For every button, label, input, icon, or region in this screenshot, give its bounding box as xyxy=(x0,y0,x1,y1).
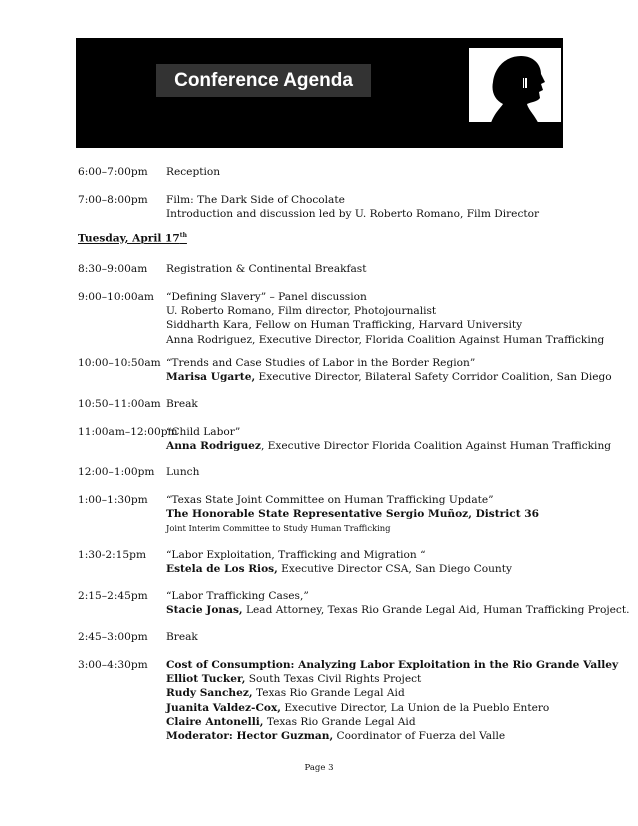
speaker-name: Moderator: Hector Guzman, xyxy=(166,730,334,743)
line-text: Introduction and discussion led by U. Roberto Romano, Film Director xyxy=(166,208,540,221)
agenda-time: 1:00–1:30pm xyxy=(78,494,148,506)
line-text: Film: The Dark Side of Chocolate xyxy=(166,194,345,206)
agenda-description xyxy=(166,165,220,179)
line-text: Siddharth Kara, Fellow on Human Trafficking, Harvard University xyxy=(166,319,523,332)
line-text: Texas Rio Grande Legal Aid xyxy=(252,687,405,700)
agenda-line xyxy=(166,729,618,743)
line-text: Executive Director CSA, San Diego County xyxy=(277,563,512,576)
agenda-time: 11:00am–12:00pm xyxy=(78,426,178,438)
line-text: “Trends and Case Studies of Labor in the Border Region” xyxy=(166,357,476,369)
agenda-description xyxy=(166,290,604,347)
line-text: “Child Labor” xyxy=(166,426,241,438)
agenda-line xyxy=(166,290,604,304)
agenda-description xyxy=(166,658,618,743)
agenda-line xyxy=(166,304,604,318)
agenda-description xyxy=(166,356,612,384)
agenda-line xyxy=(166,548,512,562)
line-text: Lunch xyxy=(166,466,200,478)
agenda-time: 6:00–7:00pm xyxy=(78,166,148,178)
agenda-line xyxy=(166,333,604,347)
line-text: Texas Rio Grande Legal Aid xyxy=(263,715,416,728)
agenda-line xyxy=(166,425,611,439)
line-text: Break xyxy=(166,398,198,410)
line-text: Reception xyxy=(166,166,221,178)
speaker-name: Claire Antonelli, xyxy=(166,715,264,728)
line-text: Executive Director, Bilateral Safety Corridor Coalition, San Diego xyxy=(255,371,612,384)
agenda-description xyxy=(166,630,198,644)
agenda-description xyxy=(166,589,629,617)
line-text: Coordinator of Fuerza del Valle xyxy=(333,730,506,743)
agenda-time: 9:00–10:00am xyxy=(78,291,154,303)
agenda-line xyxy=(166,439,611,453)
page-number: Page 3 xyxy=(304,763,334,773)
line-text: U. Roberto Romano, Film director, Photojournalist xyxy=(166,305,437,318)
speaker-name: Anna Rodriguez xyxy=(166,440,261,453)
speaker-name: Juanita Valdez-Cox, xyxy=(166,701,281,714)
agenda-time: 3:00–4:30pm xyxy=(78,659,148,671)
line-text: “Texas State Joint Committee on Human Trafficking Update” xyxy=(166,494,494,506)
agenda-line xyxy=(166,370,612,384)
agenda-line xyxy=(166,715,618,729)
agenda-line xyxy=(166,686,618,700)
agenda-line xyxy=(166,207,539,221)
agenda-line xyxy=(166,507,539,521)
agenda-description xyxy=(166,425,611,453)
agenda-line xyxy=(166,521,539,535)
speaker-name: Marisa Ugarte, xyxy=(166,371,256,384)
line-text: Registration & Continental Breakfast xyxy=(166,263,367,275)
agenda-line xyxy=(166,603,629,617)
agenda-time: 7:00–8:00pm xyxy=(78,194,148,206)
line-text: , Executive Director Florida Coalition Against Human Trafficking xyxy=(260,440,612,453)
agenda-line xyxy=(166,562,512,576)
agenda-line xyxy=(166,318,604,332)
page-title: Conference Agenda xyxy=(156,64,371,97)
agenda-description xyxy=(166,465,199,479)
agenda-time: 12:00–1:00pm xyxy=(78,466,155,478)
agenda-line xyxy=(166,397,198,411)
agenda-line xyxy=(166,493,539,507)
agenda-time: 8:30–9:00am xyxy=(78,263,148,275)
agenda-time: 10:00–10:50am xyxy=(78,357,161,369)
agenda-line xyxy=(166,672,618,686)
agenda-description xyxy=(166,262,366,276)
line-note: Joint Interim Committee to Study Human Trafficking xyxy=(166,523,391,534)
agenda-description xyxy=(166,397,198,411)
day-heading: Tuesday, April 17th xyxy=(78,232,187,245)
agenda-line xyxy=(166,630,198,644)
speaker-name: Cost of Consumption: Analyzing Labor Exploitation in the Rio Grande Valley xyxy=(166,659,619,671)
agenda-line xyxy=(166,589,629,603)
agenda-description xyxy=(166,548,512,576)
speaker-name: Stacie Jonas, xyxy=(166,604,243,617)
line-text: South Texas Civil Rights Project xyxy=(245,673,422,686)
agenda-description xyxy=(166,493,539,536)
agenda-line xyxy=(166,262,366,276)
agenda-description xyxy=(166,193,539,221)
line-text: Lead Attorney, Texas Rio Grande Legal Aid, Human Trafficking Project. xyxy=(242,604,630,617)
line-text: Anna Rodriguez, Executive Director, Florida Coalition Against Human Trafficking xyxy=(166,333,605,346)
agenda-line xyxy=(166,193,539,207)
header-banner xyxy=(76,38,563,148)
speaker-name: Estela de Los Rios, xyxy=(166,563,278,576)
speaker-name: The Honorable State Representative Sergio Muñoz, District 36 xyxy=(166,508,540,521)
agenda-line xyxy=(166,658,618,672)
line-text: Executive Director, La Union de la Pueblo Entero xyxy=(280,701,550,714)
line-text: “Labor Trafficking Cases,” xyxy=(166,590,309,602)
agenda-time: 10:50–11:00am xyxy=(78,398,161,410)
agenda-line xyxy=(166,701,618,715)
agenda-line xyxy=(166,465,199,479)
agenda-time: 1:30-2:15pm xyxy=(78,549,146,561)
speaker-name: Elliot Tucker, xyxy=(166,673,246,686)
agenda-line xyxy=(166,165,220,179)
line-text: “Defining Slavery” – Panel discussion xyxy=(166,291,367,303)
speaker-name: Rudy Sanchez, xyxy=(166,687,253,700)
silhouette-logo-icon xyxy=(469,48,561,136)
agenda-time: 2:45–3:00pm xyxy=(78,631,148,643)
line-text: Break xyxy=(166,631,198,643)
agenda-time: 2:15–2:45pm xyxy=(78,590,148,602)
agenda-line xyxy=(166,356,612,370)
line-text: “Labor Exploitation, Trafficking and Migration “ xyxy=(166,549,426,561)
